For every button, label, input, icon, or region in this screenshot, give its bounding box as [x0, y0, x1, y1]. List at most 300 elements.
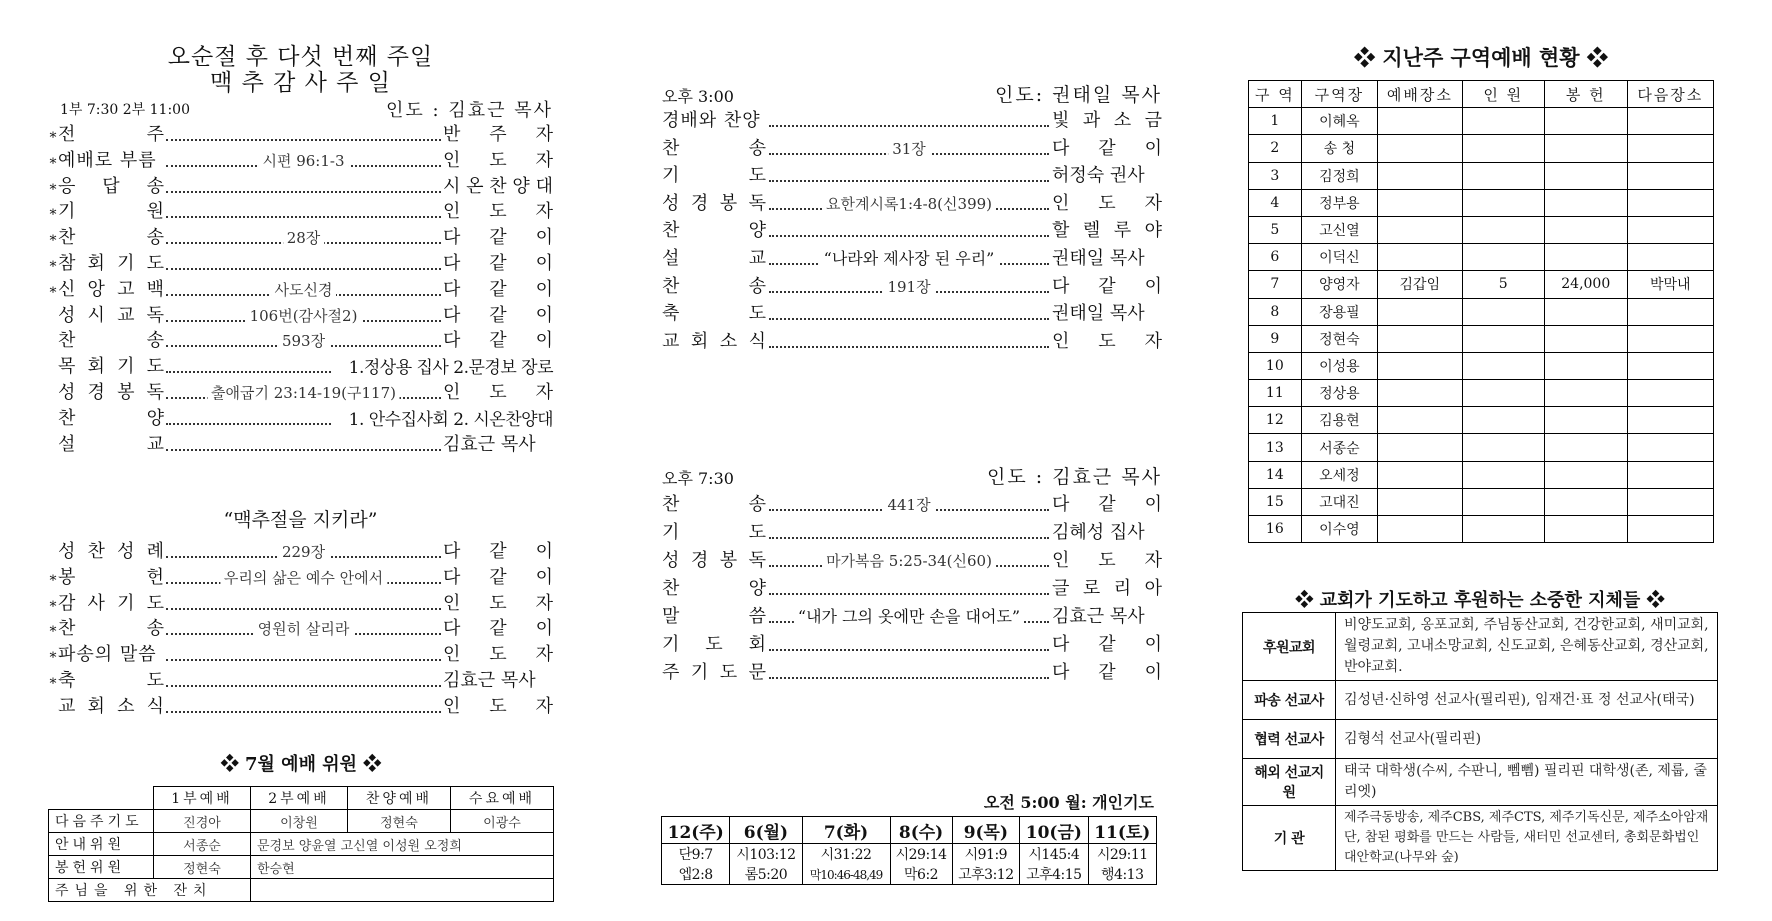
dot-leader — [166, 227, 441, 249]
support-table — [1242, 612, 1718, 871]
region-row — [1249, 135, 1714, 162]
prayer-verse: 시31:22 — [802, 844, 890, 865]
order-item-person: 김효근 목사 — [443, 670, 536, 691]
region-cell — [1378, 352, 1462, 379]
standing-mark: * — [49, 207, 57, 224]
region-cell — [1544, 407, 1627, 434]
order-item-name: 파송의 말씀 — [58, 644, 157, 666]
region-cell: 이덕신 — [1301, 244, 1377, 271]
duty-row-label: 주님을 위한 잔치 — [49, 879, 251, 902]
dot-leader — [769, 138, 1049, 160]
order-row — [662, 270, 1162, 298]
order-item-name: 찬 송 — [58, 330, 164, 352]
region-cell — [1627, 244, 1713, 271]
support-row — [1243, 613, 1718, 681]
morning-title-line2: 맥 추 감 사 주 일 — [210, 70, 391, 96]
dot-leader — [166, 618, 441, 640]
prayer-verse: 엡2:8 — [662, 864, 730, 885]
order-row — [48, 664, 553, 692]
order-item-detail: 시편 96:1-3 — [258, 150, 348, 171]
order-item-person: 다 같 이 — [443, 227, 553, 249]
order-item-person: 다 같 이 — [443, 330, 553, 352]
support-row-text: 비양도교회, 옹포교회, 주님동산교회, 건강한교회, 새미교회, 월령교회, 고내소망교회, 신도교회, 은혜동산교회, 경산교회, 반야교회. — [1336, 613, 1718, 681]
duty-cell: 이창원 — [250, 810, 347, 833]
duty-cell: 정현숙 — [347, 810, 450, 833]
prayer-day: 10(금) — [1020, 817, 1088, 844]
morning-sermon-title: “맥추절을 지키라” — [223, 509, 378, 531]
dot-leader — [166, 434, 441, 456]
dot-leader — [166, 541, 441, 563]
region-row — [1249, 298, 1714, 325]
region-cell — [1462, 108, 1544, 135]
duty-cell: 서종순 — [154, 833, 251, 856]
region-cell: 9 — [1249, 325, 1302, 352]
prayer-day: 11(토) — [1088, 817, 1156, 844]
region-cell — [1544, 244, 1627, 271]
region-cell — [1462, 244, 1544, 271]
region-cell: 정상용 — [1301, 380, 1377, 407]
dot-leader — [166, 330, 441, 352]
order-row — [662, 297, 1162, 325]
prayer-verse: 시91:9 — [952, 844, 1020, 865]
duty-cell — [250, 879, 553, 902]
duty-cell: 한승현 — [250, 856, 553, 879]
order-row — [662, 656, 1162, 684]
prayer-calendar — [661, 816, 1157, 885]
region-cell: 11 — [1249, 380, 1302, 407]
order-item-name: 전 주 — [58, 124, 164, 145]
region-cell — [1627, 298, 1713, 325]
order-item-person: 김효근 목사 — [1052, 606, 1145, 627]
region-cell: 12 — [1249, 407, 1302, 434]
region-cell — [1627, 325, 1713, 352]
region-cell — [1462, 434, 1544, 461]
region-cell — [1627, 516, 1713, 543]
standing-mark: * — [49, 233, 57, 250]
region-cell — [1544, 189, 1627, 216]
order-item-person: 글 로 리 아 — [1052, 578, 1162, 599]
region-cell — [1462, 135, 1544, 162]
region-cell: 24,000 — [1544, 271, 1627, 298]
region-row — [1249, 380, 1714, 407]
region-cell — [1378, 135, 1462, 162]
region-cell — [1378, 488, 1462, 515]
prayer-verse: 단9:7 — [662, 844, 730, 865]
order-item-name: 기 도 회 — [662, 634, 766, 655]
support-row-text: 제주극동방송, 제주CBS, 제주CTS, 제주기독신문, 제주소아암재단, 참된 평화를 만드는 사람들, 새터민 선교센터, 총회문화법인 대안학교(나무와 숲) — [1336, 806, 1718, 871]
standing-mark: * — [49, 259, 57, 275]
region-cell — [1544, 352, 1627, 379]
duty-col-header: 찬양예배 — [347, 787, 450, 810]
duty-col-header: 1부예배 — [154, 787, 251, 810]
region-cell — [1627, 189, 1713, 216]
region-row — [1249, 434, 1714, 461]
order-item-person: 다 같 이 — [443, 304, 553, 326]
duty-cell: 진경아 — [154, 810, 251, 833]
standing-mark: * — [49, 155, 57, 172]
order-item-person: 1. 안수집사회 2. 시온찬양대 — [348, 409, 553, 430]
region-row — [1249, 162, 1714, 189]
prayer-day: 9(목) — [952, 817, 1020, 844]
region-cell: 박막내 — [1627, 271, 1713, 298]
order-item-detail: 우리의 삶은 예수 안에서 — [220, 567, 387, 588]
region-row — [1249, 488, 1714, 515]
order-item-name: 설 교 — [58, 433, 164, 455]
prayer-verse: 고후3:12 — [952, 864, 1020, 885]
order-item-name: 찬 양 — [58, 407, 164, 429]
standing-mark: * — [49, 572, 57, 589]
order-item-detail: “내가 그의 옷에만 손을 대어도” — [794, 604, 1024, 627]
order-item-person: 인 도 자 — [1052, 192, 1162, 214]
region-header-row — [1249, 81, 1714, 108]
order-row — [48, 587, 553, 615]
support-row-label: 후원교회 — [1243, 613, 1336, 681]
duty-cell: 문경보 양윤열 고신열 이성원 오정희 — [250, 833, 553, 856]
region-cell — [1627, 216, 1713, 243]
order-item-name: 기 도 — [662, 165, 766, 187]
order-item-person: 인 도 자 — [443, 592, 553, 614]
region-cell: 이성용 — [1301, 352, 1377, 379]
order-item-name: 참 회 기 도 — [58, 253, 164, 274]
order-row — [662, 516, 1162, 544]
dot-leader — [769, 165, 1049, 187]
region-cell — [1378, 216, 1462, 243]
region-cell: 8 — [1249, 298, 1302, 325]
support-row — [1243, 720, 1718, 759]
order-item-name: 감 사 기 도 — [58, 592, 164, 614]
dot-leader — [769, 303, 1049, 325]
region-cell: 고대진 — [1301, 488, 1377, 515]
prayer-verse: 행4:13 — [1088, 864, 1156, 885]
region-row — [1249, 516, 1714, 543]
order-item-name: 축 도 — [58, 670, 164, 691]
order-item-name: 말 씀 — [662, 606, 766, 627]
support-row-label: 해외 선교지원 — [1243, 759, 1336, 806]
region-cell — [1378, 434, 1462, 461]
region-row — [1249, 108, 1714, 135]
region-cell: 1 — [1249, 108, 1302, 135]
order-row — [662, 214, 1162, 242]
order-item-name: 기 원 — [58, 201, 164, 223]
region-cell: 5 — [1249, 216, 1302, 243]
dot-leader — [166, 670, 441, 692]
order-item-name: 예배로 부름 — [58, 149, 157, 171]
order-item-name: 교 회 소 식 — [58, 695, 164, 717]
prayer-verse: 시103:12 — [730, 844, 802, 865]
region-cell — [1378, 244, 1462, 271]
order-item-name: 찬 송 — [662, 275, 766, 297]
dot-leader — [166, 593, 441, 615]
afternoon-header — [662, 80, 1162, 106]
duty-row — [49, 810, 554, 833]
region-cell: 7 — [1249, 271, 1302, 298]
order-item-detail: 593장 — [278, 330, 329, 351]
order-item-name: 찬 송 — [662, 494, 766, 515]
region-cell — [1462, 162, 1544, 189]
region-row — [1249, 189, 1714, 216]
standing-mark: * — [49, 676, 57, 692]
region-row — [1249, 216, 1714, 243]
region-cell: 10 — [1249, 352, 1302, 379]
region-cell — [1544, 461, 1627, 488]
order-item-name: 성 경 봉 독 — [662, 192, 766, 214]
order-row — [48, 535, 553, 563]
order-item-person: 다 같 이 — [443, 253, 553, 274]
region-cell: 14 — [1249, 461, 1302, 488]
order-item-name: 신 앙 고 백 — [58, 278, 164, 300]
region-heading: ❖ 지난주 구역예배 현황 ❖ — [1354, 45, 1608, 70]
region-col-header: 구역장 — [1301, 81, 1377, 108]
dot-leader — [769, 606, 1049, 628]
region-body — [1249, 108, 1714, 543]
region-cell: 송 청 — [1301, 135, 1377, 162]
region-cell — [1462, 298, 1544, 325]
dot-leader — [769, 522, 1049, 544]
order-row — [48, 195, 553, 223]
region-row — [1249, 461, 1714, 488]
region-cell — [1544, 325, 1627, 352]
order-item-person: 김효근 목사 — [443, 433, 536, 455]
dot-leader — [166, 644, 441, 666]
order-item-name: 주 기 도 문 — [662, 662, 766, 683]
dot-leader — [166, 305, 441, 327]
order-item-name: 축 도 — [662, 303, 766, 325]
support-row-text: 태국 대학생(수씨, 수판니, 뻼뻼) 필리핀 대학생(존, 제룹, 줄리엣) — [1336, 759, 1718, 806]
duty-row — [49, 856, 554, 879]
order-item-name: 경배와 찬양 — [662, 110, 761, 131]
duty-row-label: 다음주기도 — [49, 810, 154, 833]
evening-time: 오후 7:30 — [662, 469, 734, 488]
order-item-person: 다 같 이 — [443, 618, 553, 640]
region-cell: 15 — [1249, 488, 1302, 515]
order-item-detail: 229장 — [278, 541, 329, 562]
support-row-text: 김형석 선교사(필리핀) — [1336, 720, 1718, 759]
region-cell — [1378, 108, 1462, 135]
region-cell — [1627, 135, 1713, 162]
order-row — [48, 324, 553, 352]
support-row — [1243, 681, 1718, 720]
duty-row-label: 봉헌위원 — [49, 856, 154, 879]
support-heading: ❖ 교회가 기도하고 후원하는 소중한 지체들 ❖ — [1295, 590, 1665, 611]
order-item-person: 1.정상용 집사 2.문경보 장로 — [348, 358, 553, 379]
order-item-name: 봉 헌 — [58, 566, 164, 588]
order-item-person: 인 도 자 — [443, 644, 553, 666]
dot-leader — [769, 550, 1049, 572]
region-cell — [1544, 434, 1627, 461]
dot-leader — [166, 201, 441, 223]
region-cell — [1462, 516, 1544, 543]
order-item-person: 인 도 자 — [1052, 550, 1162, 571]
prayer-verse: 고후4:15 — [1020, 864, 1088, 885]
order-row — [48, 638, 553, 666]
order-item-person: 다 같 이 — [1052, 662, 1162, 683]
afternoon-leader: 인도: 권태일 목사 — [995, 84, 1162, 106]
morning-service-times: 1부 7:30 2부 11:00 — [60, 102, 190, 118]
region-cell — [1378, 407, 1462, 434]
duty-table — [48, 786, 554, 902]
region-cell — [1627, 162, 1713, 189]
order-item-detail: 마가복음 5:25-34(신60) — [822, 550, 996, 571]
order-item-detail: 영원히 살리라 — [254, 618, 354, 639]
order-item-person: 인 도 자 — [443, 201, 553, 223]
region-cell: 4 — [1249, 189, 1302, 216]
standing-mark: * — [49, 624, 57, 641]
duty-row — [49, 879, 554, 902]
region-cell — [1462, 352, 1544, 379]
region-row — [1249, 244, 1714, 271]
order-item-person: 할 렐 루 야 — [1052, 220, 1162, 242]
region-col-header: 인 원 — [1462, 81, 1544, 108]
afternoon-time: 오후 3:00 — [662, 87, 734, 106]
region-cell: 13 — [1249, 434, 1302, 461]
order-item-person: 인 도 자 — [443, 149, 553, 171]
region-cell — [1627, 352, 1713, 379]
dot-leader — [166, 176, 441, 198]
order-row — [48, 612, 553, 640]
duty-col-header: 수요예배 — [450, 787, 553, 810]
standing-mark: * — [49, 284, 57, 301]
region-cell — [1462, 488, 1544, 515]
region-cell — [1627, 380, 1713, 407]
region-cell — [1378, 380, 1462, 407]
dot-leader — [769, 248, 1049, 270]
prayer-verse: 롬5:20 — [730, 864, 802, 885]
region-col-header: 예배장소 — [1378, 81, 1462, 108]
order-row — [662, 488, 1162, 516]
order-row — [662, 132, 1162, 160]
support-row-label: 기 관 — [1243, 806, 1336, 871]
standing-mark: * — [49, 650, 57, 667]
dot-leader — [769, 110, 1049, 132]
dot-leader — [769, 220, 1049, 242]
region-cell — [1378, 516, 1462, 543]
region-cell — [1627, 108, 1713, 135]
dot-leader — [769, 193, 1049, 215]
region-row — [1249, 352, 1714, 379]
support-row-label: 파송 선교사 — [1243, 681, 1336, 720]
dot-leader — [166, 150, 441, 172]
order-item-name: 응 답 송 — [58, 175, 164, 197]
region-row — [1249, 271, 1714, 298]
order-item-name: 찬 양 — [662, 578, 766, 599]
dot-leader — [166, 408, 331, 430]
prayer-verse: 시29:11 — [1088, 844, 1156, 865]
prayer-verse-row — [662, 844, 1157, 865]
region-table — [1248, 80, 1714, 543]
duty-corner — [49, 787, 154, 810]
prayer-day: 7(화) — [802, 817, 890, 844]
order-row — [48, 118, 553, 146]
duty-col-header: 2부예배 — [250, 787, 347, 810]
duty-cell: 정현숙 — [154, 856, 251, 879]
region-cell — [1462, 461, 1544, 488]
region-cell: 김갑임 — [1378, 271, 1462, 298]
dot-leader — [166, 567, 441, 589]
order-item-name: 찬 송 — [662, 137, 766, 159]
order-item-name: 성 찬 성 례 — [58, 541, 164, 562]
evening-header — [662, 462, 1162, 488]
prayer-day: 8(수) — [890, 817, 952, 844]
dot-leader — [769, 494, 1049, 516]
order-item-person: 인 도 자 — [443, 382, 553, 403]
region-cell — [1378, 189, 1462, 216]
region-cell — [1462, 407, 1544, 434]
region-row — [1249, 407, 1714, 434]
dot-leader — [166, 382, 441, 404]
support-row-text: 김성년·신하영 선교사(필리핀), 임재건·표 정 선교사(태국) — [1336, 681, 1718, 720]
support-row — [1243, 806, 1718, 871]
standing-mark: * — [49, 598, 57, 615]
region-cell — [1462, 380, 1544, 407]
order-row — [48, 221, 553, 249]
order-item-name: 목 회 기 도 — [58, 356, 164, 378]
region-cell: 장용필 — [1301, 298, 1377, 325]
duty-cell: 이광수 — [450, 810, 553, 833]
prayer-verse-row — [662, 864, 1157, 885]
region-cell — [1462, 189, 1544, 216]
order-row — [662, 187, 1162, 215]
order-item-person: 다 같 이 — [1052, 275, 1162, 297]
morning-title-line1: 오순절 후 다섯 번째 주일 — [167, 44, 434, 70]
region-cell — [1378, 162, 1462, 189]
order-item-person: 다 같 이 — [1052, 494, 1162, 515]
region-cell — [1462, 325, 1544, 352]
region-cell — [1627, 461, 1713, 488]
region-cell: 정부용 — [1301, 189, 1377, 216]
order-row — [48, 402, 553, 430]
region-cell: 양영자 — [1301, 271, 1377, 298]
order-item-name: 성 경 봉 독 — [58, 382, 164, 403]
prayer-verse: 막6:2 — [890, 864, 952, 885]
order-item-name: 교 회 소 식 — [662, 330, 766, 352]
order-item-person: 반 주 자 — [443, 124, 553, 145]
region-cell: 정현숙 — [1301, 325, 1377, 352]
order-row — [48, 247, 553, 275]
region-cell — [1544, 108, 1627, 135]
region-cell: 김정희 — [1301, 162, 1377, 189]
dot-leader — [166, 279, 441, 301]
region-cell: 3 — [1249, 162, 1302, 189]
order-row — [662, 325, 1162, 353]
region-cell — [1544, 380, 1627, 407]
order-row — [48, 350, 553, 378]
region-cell — [1627, 407, 1713, 434]
region-cell — [1378, 325, 1462, 352]
order-item-name: 성 시 교 독 — [58, 304, 164, 326]
order-item-person: 권태일 목사 — [1052, 303, 1145, 325]
dot-leader — [769, 662, 1049, 684]
order-item-person: 다 같 이 — [1052, 634, 1162, 655]
order-row — [48, 561, 553, 589]
order-item-detail: 191장 — [883, 276, 934, 297]
order-item-detail: 106번(감사절2) — [246, 305, 362, 326]
prayer-day: 12(주) — [662, 817, 730, 844]
prayer-day: 6(월) — [730, 817, 802, 844]
order-item-person: 다 같 이 — [443, 541, 553, 562]
order-row — [662, 242, 1162, 270]
order-item-name: 성 경 봉 독 — [662, 550, 766, 571]
support-row-label: 협력 선교사 — [1243, 720, 1336, 759]
order-row — [662, 628, 1162, 656]
standing-mark: * — [49, 181, 57, 198]
region-cell: 2 — [1249, 135, 1302, 162]
region-row — [1249, 325, 1714, 352]
order-row — [48, 690, 553, 718]
order-item-person: 시 온 찬 양 대 — [443, 175, 553, 197]
dot-leader — [166, 124, 441, 146]
region-cell — [1544, 516, 1627, 543]
prayer-days-row — [662, 817, 1157, 844]
